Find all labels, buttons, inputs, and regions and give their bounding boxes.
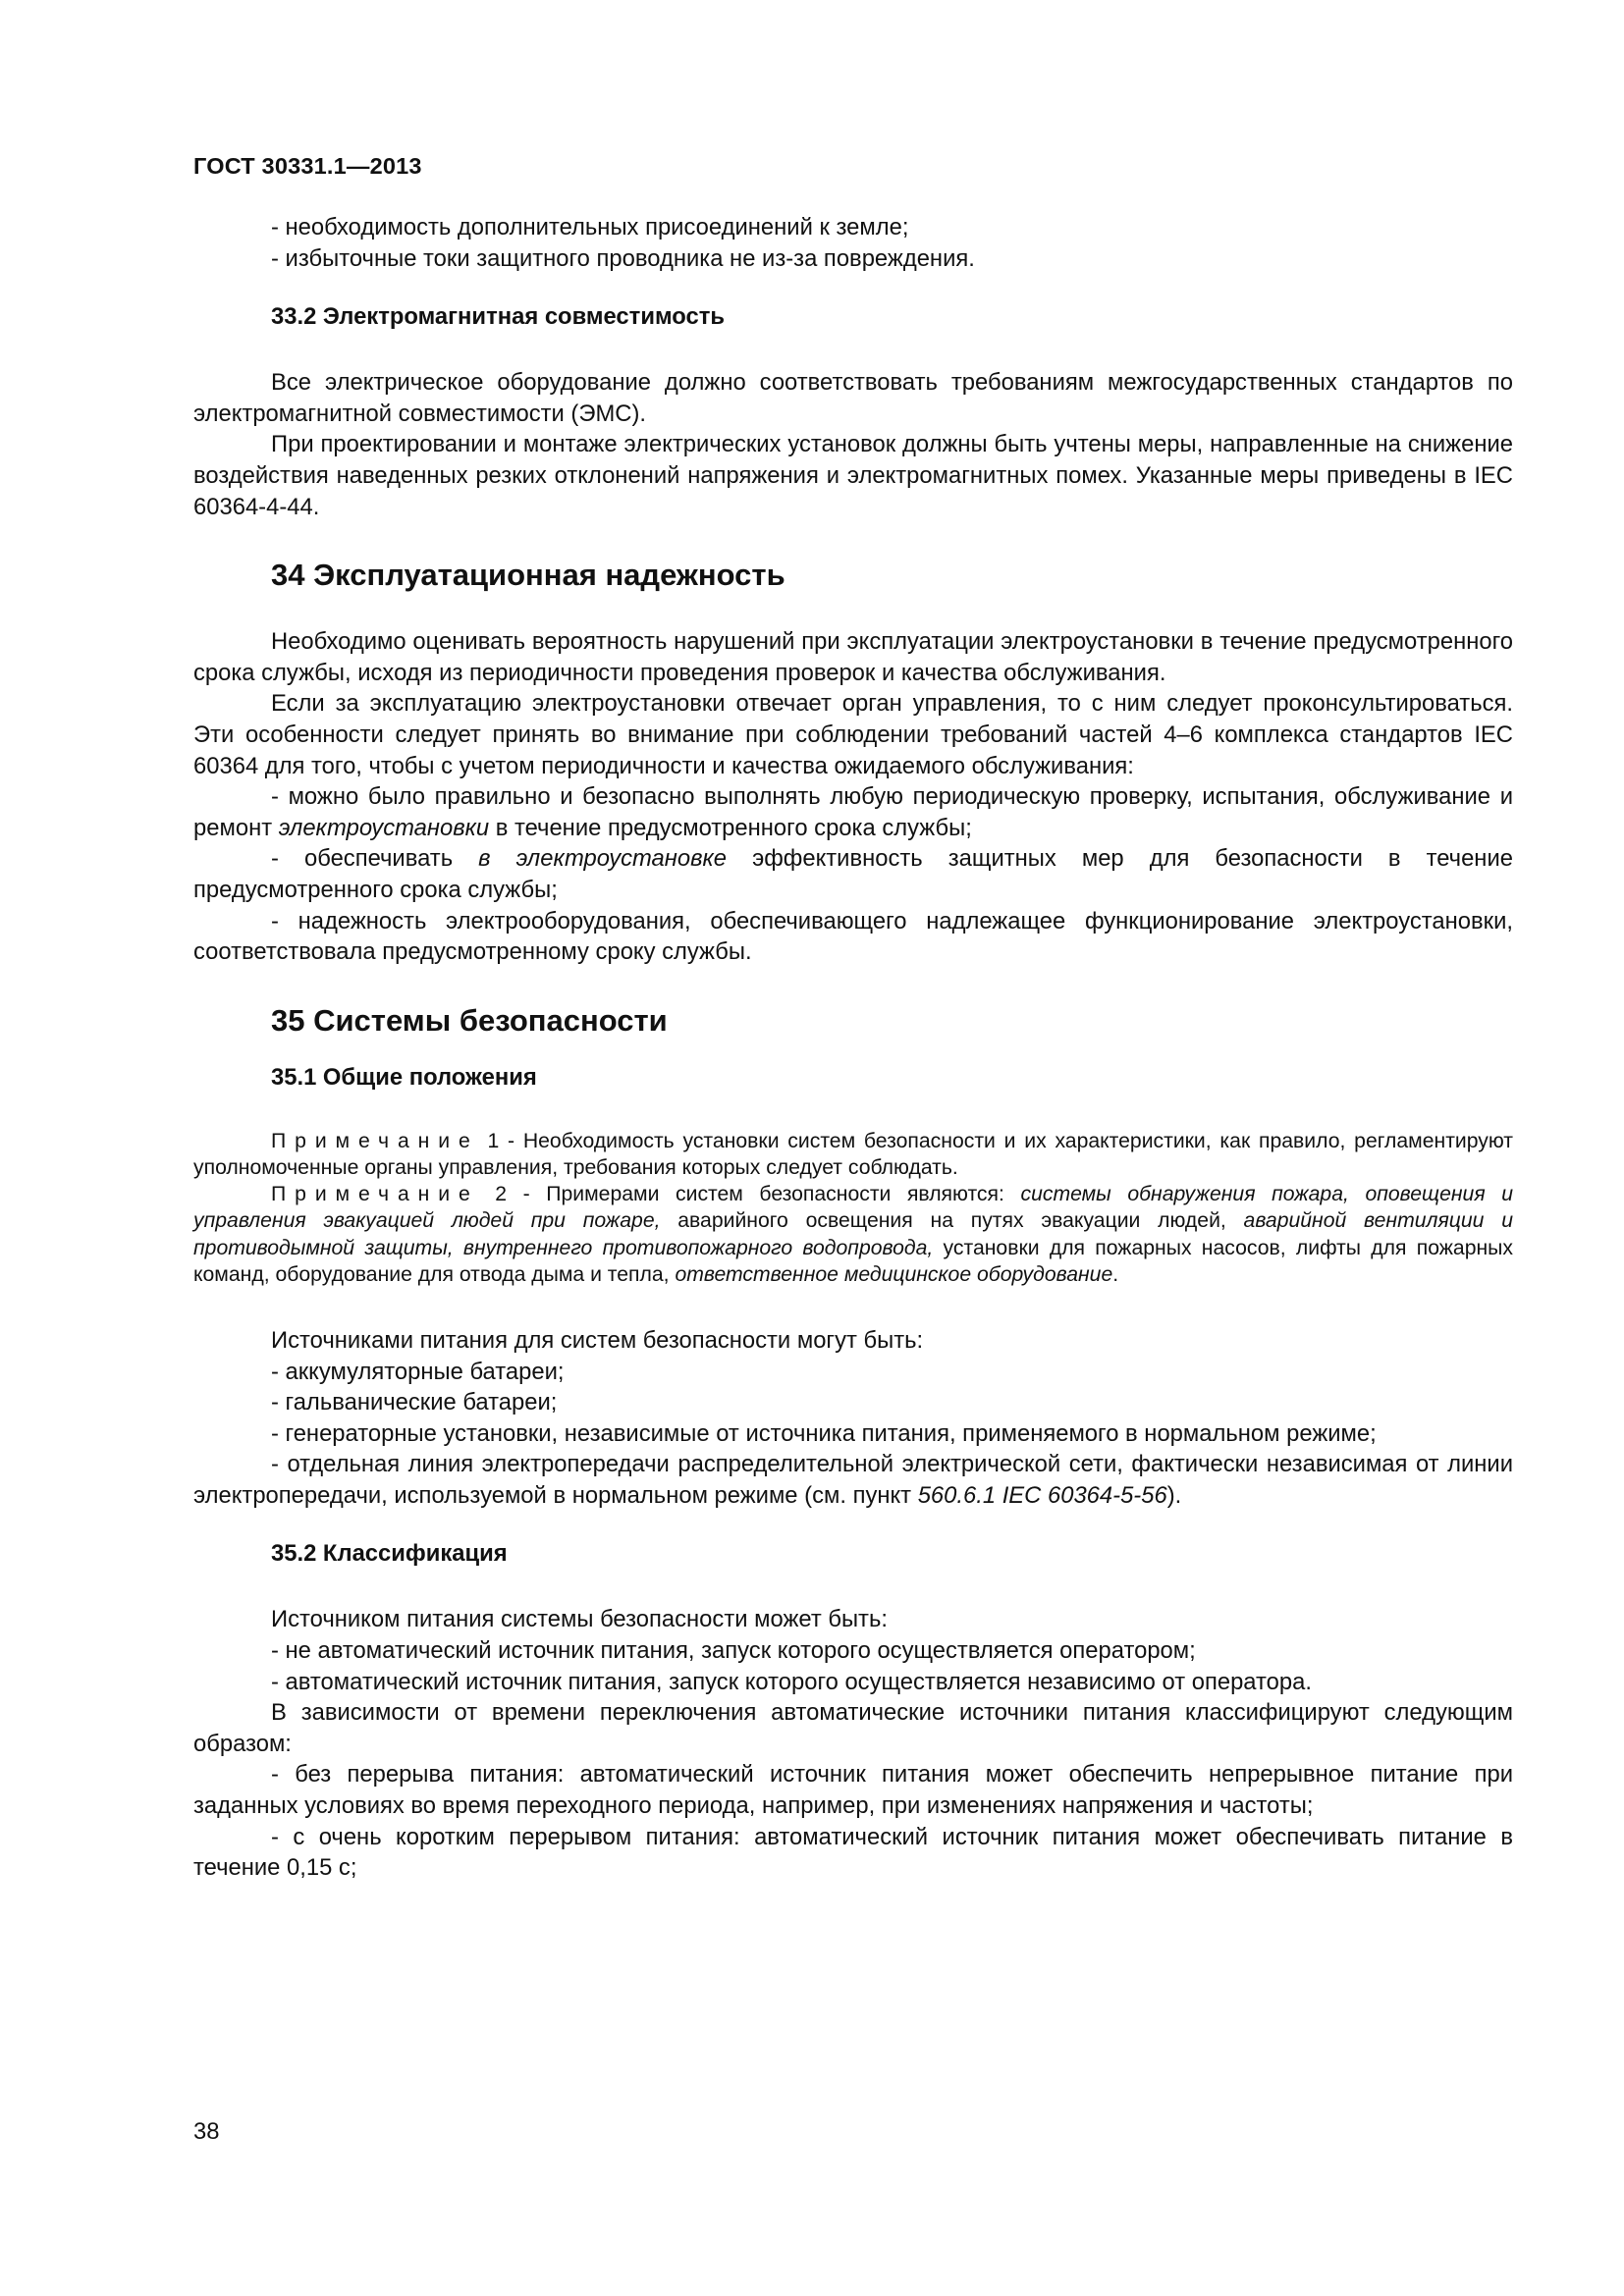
- paragraph: Источником питания системы безопасности может быть:: [271, 1606, 888, 1633]
- section-heading-33-2: 33.2 Электромагнитная совместимость: [271, 303, 725, 331]
- text-run: - отдельная линия электропередачи распределительной электрической сети, фактически независимая от линии электропередачи, используемой в нормальном режиме (см. пункт: [193, 1451, 1513, 1509]
- paragraph: - без перерыва питания: автоматический источник питания может обеспечить непрерывное питание при заданных условиях во время переходного периода, например, при изменениях напряжения и частоты;: [193, 1761, 1513, 1820]
- paragraph: - генераторные установки, независимые от источника питания, применяемого в нормальном режиме;: [271, 1419, 1377, 1447]
- paragraph: - не автоматический источник питания, запуск которого осуществляется оператором;: [271, 1637, 1196, 1665]
- paragraph: - надежность электрооборудования, обеспечивающего надлежащее функционирование электроустановки, соответствовала предусмотренному сроку службы.: [193, 907, 1513, 966]
- paragraph: - автоматический источник питания, запуск которого осуществляется независимо от оператора.: [271, 1668, 1312, 1695]
- paragraph: - избыточные токи защитного проводника не из-за повреждения.: [271, 244, 975, 272]
- paragraph: Источниками питания для систем безопасности могут быть:: [271, 1326, 924, 1354]
- page-number: 38: [193, 2118, 220, 2145]
- text-run: 2 - Примерами систем безопасности являются:: [478, 1183, 1021, 1206]
- paragraph: - необходимость дополнительных присоединений к земле;: [271, 214, 909, 240]
- note-2: [193, 1181, 1513, 1288]
- section-heading-35: 35 Системы безопасности: [271, 1002, 668, 1038]
- paragraph: [193, 843, 1513, 905]
- paragraph: Если за эксплуатацию электроустановки отвечает орган управления, то с ним следует проконсультироваться. Эти особенности следует принять во внимание при соблюдении требований частей 4–6 комплекса стандартов IEC 60364 для того, чтобы с учетом периодичности и качества ожидаемого обслуживания:: [193, 690, 1513, 779]
- text-run: - можно было правильно и безопасно выполнять любую периодическую проверку, испытания, обслуживание и ремонт: [193, 783, 1513, 841]
- document-header: ГОСТ 30331.1—2013: [193, 153, 422, 179]
- italic-term: 560.6.1 IEC 60364-5-56: [917, 1481, 1167, 1509]
- section-heading-35-2: 35.2 Классификация: [271, 1540, 508, 1568]
- paragraph: [193, 1449, 1513, 1511]
- document-body: [193, 212, 1513, 1884]
- italic-term: аварийной вентиляции и противодымной защиты, внутреннего противопожарного водопровода,: [193, 1209, 1513, 1259]
- text-run: аварийного освещения на путях эвакуации людей,: [660, 1209, 1244, 1233]
- paragraph: Необходимо оценивать вероятность нарушений при эксплуатации электроустановки в течение предусмотренного срока службы, исходя из периодичности проведения проверок и качества обслуживания.: [193, 628, 1513, 686]
- text-run: .: [1112, 1262, 1119, 1286]
- italic-term: электроустановки: [278, 814, 490, 841]
- paragraph: В зависимости от времени переключения автоматические источники питания классифицируют следующим образом:: [193, 1699, 1513, 1757]
- italic-term: в электроустановке: [478, 845, 728, 873]
- italic-term: ответственное медицинское оборудование: [675, 1262, 1113, 1286]
- note-label: Примечание: [271, 1183, 479, 1206]
- text-run: ).: [1166, 1481, 1182, 1509]
- note-label: Примечание: [271, 1129, 479, 1152]
- notes-block: [193, 1128, 1513, 1288]
- text-run: эффективность защитных мер для безопасности в течение предусмотренного срока службы;: [193, 845, 1513, 903]
- paragraph: [193, 781, 1513, 843]
- paragraph: - аккумуляторные батареи;: [271, 1358, 565, 1385]
- paragraph: Все электрическое оборудование должно соответствовать требованиям межгосударственных стандартов по электромагнитной совместимости (ЭМС).: [193, 369, 1513, 427]
- text-run: установки для пожарных насосов, лифты для пожарных команд, оборудование для отвода дыма и тепла,: [193, 1236, 1514, 1286]
- italic-term: системы обнаружения пожара, оповещения и управления эвакуацией людей при пожаре,: [193, 1183, 1513, 1233]
- section-heading-34: 34 Эксплуатационная надежность: [271, 558, 785, 593]
- text-run: 1 - Необходимость установки систем безопасности и их характеристики, как правило, регламентируют уполномоченные органы управления, требования которых следует соблюдать.: [193, 1129, 1513, 1179]
- text-run: в течение предусмотренного срока службы;: [489, 814, 972, 841]
- note-1: [193, 1128, 1513, 1181]
- text-run: - обеспечивать: [271, 845, 479, 873]
- section-heading-35-1: 35.1 Общие положения: [271, 1063, 537, 1091]
- paragraph: - гальванические батареи;: [271, 1389, 558, 1416]
- paragraph: - с очень коротким перерывом питания: автоматический источник питания может обеспечивать питание в течение 0,15 с;: [193, 1823, 1513, 1882]
- paragraph: При проектировании и монтаже электрических установок должны быть учтены меры, направленные на снижение воздействия наведенных резких отклонений напряжения и электромагнитных помех. Указанные меры приведены в IEC 60364-4-44.: [193, 431, 1513, 520]
